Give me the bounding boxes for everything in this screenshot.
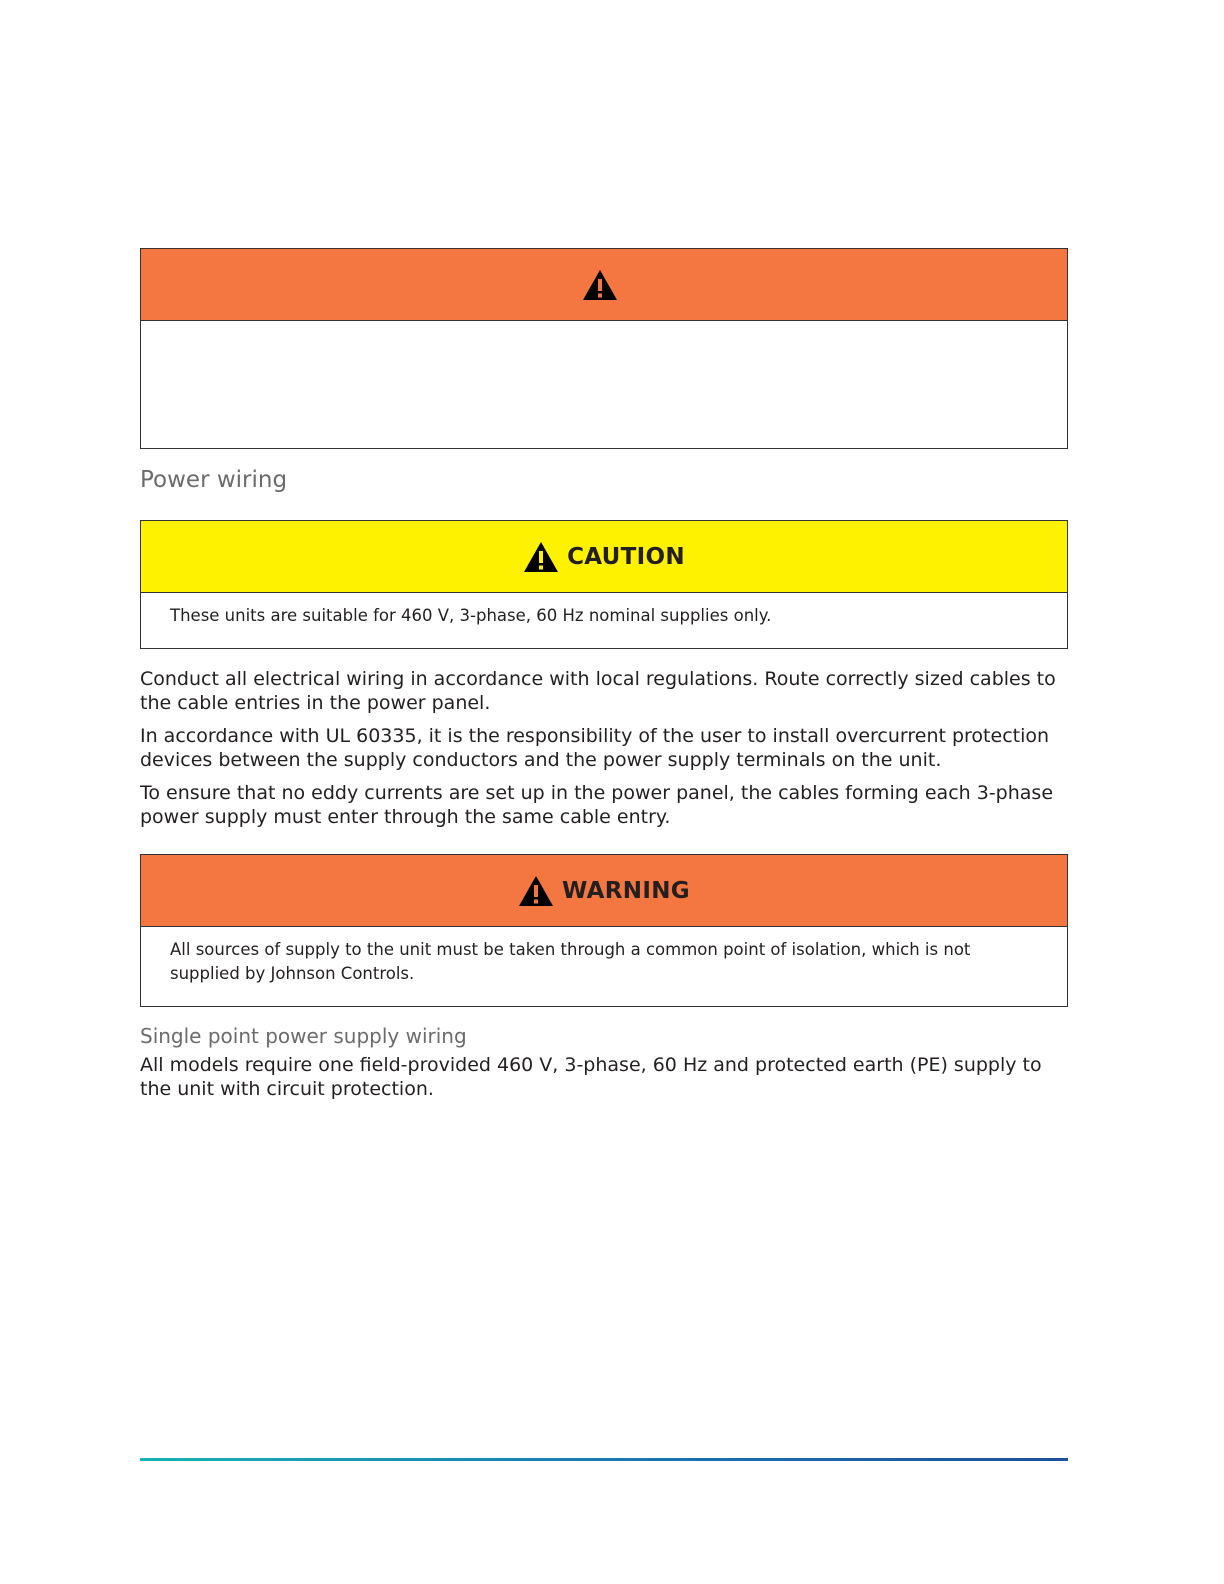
warning-triangle-icon	[518, 875, 554, 907]
page-content	[140, 248, 1068, 1101]
warning-notice	[140, 854, 1068, 1007]
warning-title: WARNING	[562, 877, 690, 904]
paragraph-eddy-currents: To ensure that no eddy currents are set up in the power panel, the cables forming each 3-phase power supply must enter through the same cable entry.	[140, 782, 1054, 828]
top-warning-notice	[140, 248, 1068, 449]
paragraph-overcurrent-protection: In accordance with UL 60335, it is the responsibility of the user to install overcurrent protection devices between the supply conductors and the power supply terminals on the unit.	[140, 725, 1050, 771]
warning-triangle-icon	[523, 541, 559, 573]
caution-header	[141, 521, 1067, 593]
top-warning-header	[141, 249, 1067, 321]
paragraph-single-point-supply: All models require one field-provided 460 V, 3-phase, 60 Hz and protected earth (PE) supply to the unit with circuit protection.	[140, 1054, 1042, 1100]
power-wiring-heading: Power wiring	[140, 467, 288, 493]
single-point-heading: Single point power supply wiring	[140, 1024, 467, 1048]
warning-header	[141, 855, 1067, 927]
warning-triangle-icon	[582, 269, 618, 301]
paragraph-wiring-regulations: Conduct all electrical wiring in accordance with local regulations. Route correctly sized cables to the cable entries in the power panel.	[140, 668, 1056, 714]
warning-body: All sources of supply to the unit must be taken through a common point of isolation, which is not supplied by Johnson Controls.	[170, 940, 971, 983]
caution-body: These units are suitable for 460 V, 3-phase, 60 Hz nominal supplies only.	[170, 606, 772, 625]
caution-notice	[140, 520, 1068, 649]
top-warning-body	[141, 321, 1067, 344]
caution-title: CAUTION	[567, 543, 685, 570]
footer-rule	[140, 1458, 1068, 1461]
